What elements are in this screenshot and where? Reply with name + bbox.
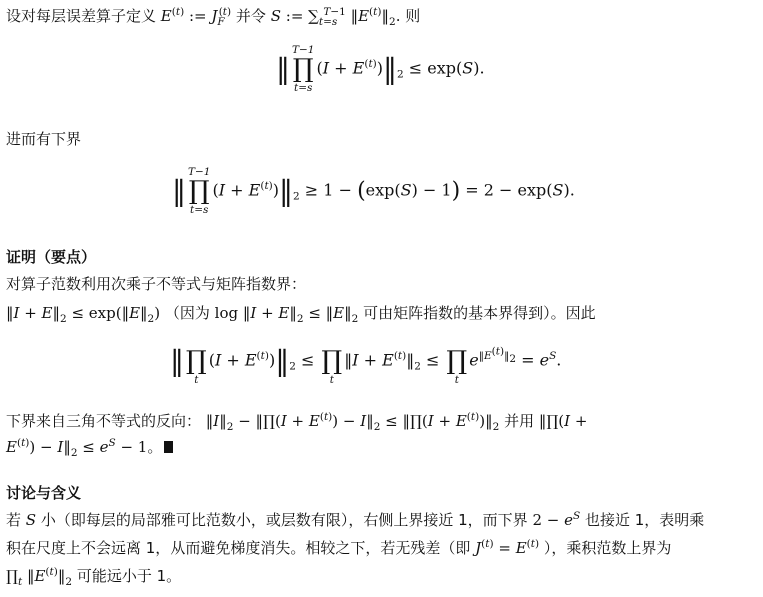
proof-note-2: 可由矩阵指数的基本界得到）。因此 [363, 304, 596, 322]
discussion-text: 可能远小于 1。 [76, 567, 182, 585]
discussion-text: ），乘积范数上界为 [543, 539, 672, 557]
reverse-triangle-formula: $‖I‖_2$ − ‖∏(I + $E^{(t)}$) − $I‖_2$ ≤ ‖∏(I + $E^{(t)})‖_2$ [205, 411, 500, 433]
product-operator: T−1 ∏ t=s [292, 44, 315, 94]
log-formula: log ‖I + $E‖_2$ ≤ $‖E‖_2$ [214, 304, 359, 325]
intro-line [6, 5, 420, 27]
discussion-text: 积在尺度上不会远离 1，从而避免梯度消失。相较之下，若无残差（即 [6, 539, 471, 557]
discussion-line-2 [6, 537, 671, 559]
intro-text: 设对每层误差算子定义 [6, 7, 157, 25]
proof-heading: 证明（要点） [6, 248, 97, 266]
product-operator: ∏ t [186, 346, 207, 386]
and-use-text: 并用 [504, 412, 535, 430]
s-symbol: S [25, 511, 37, 529]
product-norm-formula: $\prod_t$ $‖E^{(t)}‖_2$ [6, 566, 73, 588]
norm-bound-formula: ‖I + $E‖_2$ ≤ $\exp(‖E‖_2)$ [6, 304, 161, 325]
proof-line-4 [6, 410, 587, 432]
def-formula: $E^{(t)}$ := $J_F^{(t)}$ [160, 6, 232, 28]
and-let-text: 并令 [235, 7, 266, 25]
product-operator: ∏ t [321, 346, 343, 386]
display-equation-lower: ‖ T−1 ∏ t=s $(I + E^{(t)})‖_2 \ge 1 - (\exp(S) - 1) = 2 - \exp(S)$. [172, 166, 575, 216]
discussion-line-1 [6, 509, 704, 531]
discussion-text: 若 [6, 511, 22, 529]
display-equation-proof: ‖ ∏ t $(I + E^{(t)})‖_2$ ≤ ∏ t ‖I + $E^{(t)}‖_2$ ≤ ∏ t $e^{‖E^{(t)}‖_2} = e^S$. [170, 336, 561, 386]
no-residual-formula: $J^{(t)} = E^{(t)}$ [475, 538, 540, 557]
product-operator: T−1 ∏ t=s [188, 166, 211, 216]
lower-bound-expr: $2 - e^S$ [532, 510, 581, 529]
discussion-text: 也接近 1，表明乘 [585, 511, 705, 529]
proof-line-1: 对算子范数利用次乘子不等式与矩阵指数界： [6, 275, 307, 293]
product-operator: ∏ t [446, 346, 468, 386]
then-text: 则 [405, 7, 421, 25]
lower-bound-intro: 进而有下界 [6, 130, 82, 148]
proof-note: （因为 [164, 304, 210, 322]
display-equation-upper: ‖ T−1 ∏ t=s $(I + E^{(t)})‖_2 \le \exp(S)$. [276, 44, 485, 94]
discussion-text: 小（即每层的局部雅可比范数小，或层数有限），右侧上界接近 1，而下界 [40, 511, 528, 529]
discussion-line-3 [6, 565, 181, 587]
proof-line-5: $E^{(t)}$) − $I‖_2 \le e^S - 1$。 [6, 436, 173, 458]
reverse-triangle-text: 下界来自三角不等式的反向： [6, 412, 202, 430]
discussion-heading: 讨论与含义 [6, 484, 82, 502]
product-continued: ‖∏(I + [538, 412, 588, 430]
sum-formula: S := $\sum_{t=s}^{T-1}$ $‖E^{(t)}‖_2$. [270, 6, 401, 28]
qed-square-icon [164, 441, 173, 453]
proof-line-2 [6, 302, 596, 324]
